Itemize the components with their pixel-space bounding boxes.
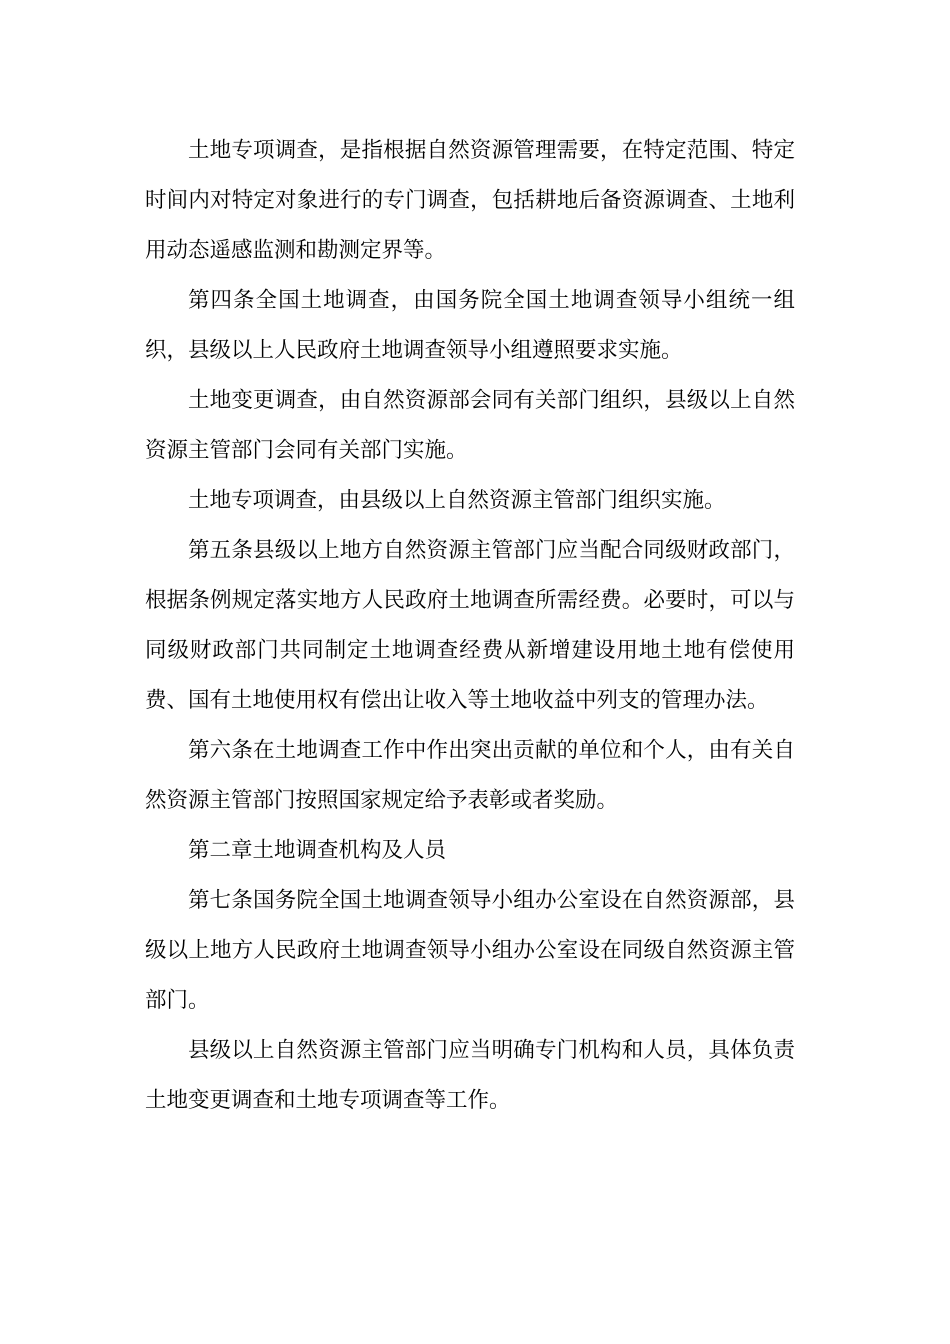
paragraph-land-special-survey-org: 土地专项调查，由县级以上自然资源主管部门组织实施。 xyxy=(188,488,726,513)
paragraph-land-change-survey: 土地变更调查，由自然资源部会同有关部门组织，县级以上自然资源主管部门会同有关部门实施。 xyxy=(145,388,795,463)
paragraph-article-4: 第四条全国土地调查，由国务院全国土地调查领导小组统一组织，县级以上人民政府土地调查领导小组遵照要求实施。 xyxy=(145,288,795,363)
paragraph-county-staffing: 县级以上自然资源主管部门应当明确专门机构和人员，具体负责土地变更调查和土地专项调查等工作。 xyxy=(145,1038,795,1113)
paragraph-article-6: 第六条在土地调查工作中作出突出贡献的单位和个人，由有关自然资源主管部门按照国家规定给予表彰或者奖励。 xyxy=(145,738,795,813)
paragraph-article-5: 第五条县级以上地方自然资源主管部门应当配合同级财政部门，根据条例规定落实地方人民政府土地调查所需经费。必要时，可以与同级财政部门共同制定土地调查经费从新增建设用地土地有偿使用费、国有土地使用权有偿出让收入等土地收益中列支的管理办法。 xyxy=(145,538,795,713)
chapter-2-heading: 第二章土地调查机构及人员 xyxy=(188,838,447,863)
paragraph-article-7: 第七条国务院全国土地调查领导小组办公室设在自然资源部，县级以上地方人民政府土地调查领导小组办公室设在同级自然资源主管部门。 xyxy=(145,888,795,1013)
document-body xyxy=(145,126,795,1126)
paragraph-land-special-survey-definition: 土地专项调查，是指根据自然资源管理需要，在特定范围、特定时间内对特定对象进行的专门调查，包括耕地后备资源调查、土地利用动态遥感监测和勘测定界等。 xyxy=(145,138,795,263)
